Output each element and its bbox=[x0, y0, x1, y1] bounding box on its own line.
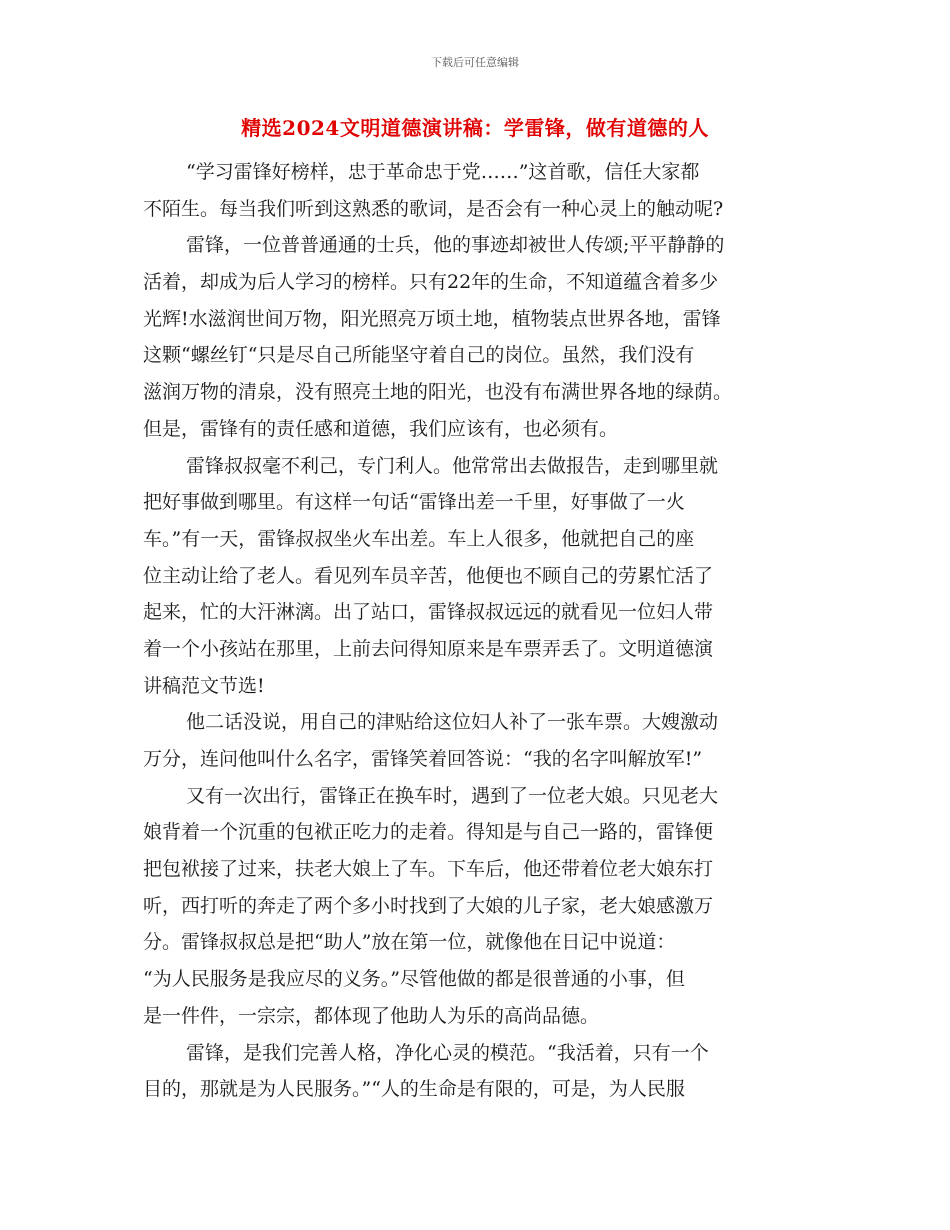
text-line: 着一个小孩站在那里，上前去问得知原来是车票弄丢了。文明道德演 bbox=[143, 637, 714, 660]
document-title: 精选2024文明道德演讲稿：学雷锋，做有道德的人 bbox=[241, 116, 709, 140]
text-line: 但是，雷锋有的责任感和道德，我们应该有，也必须有。 bbox=[143, 417, 619, 440]
text-line: “为人民服务是我应尽的义务。”尽管他做的都是很普通的小事，但 bbox=[143, 968, 685, 991]
text-line: 目的，那就是为人民服务。”“人的生命是有限的，可是，为人民服 bbox=[143, 1078, 685, 1101]
text-line: 起来，忙的大汗淋漓。出了站口，雷锋叔叔远远的就看见一位妇人带 bbox=[143, 601, 714, 624]
text-line: 万分，连问他叫什么名字，雷锋笑着回答说：“我的名字叫解放军!” bbox=[143, 748, 703, 770]
text-line: 车。”有一天，雷锋叔叔坐火车出差。车上人很多，他就把自己的座 bbox=[143, 527, 695, 550]
text-line: 听，西打听的奔走了两个多小时找到了大娘的儿子家，老大娘感激万 bbox=[143, 894, 714, 917]
text-line: 把包袱接了过来，扶老大娘上了车。下车后，他还带着位老大娘东打 bbox=[143, 858, 714, 881]
text-line: 把好事做到哪里。有这样一句话“雷锋出差一千里，好事做了一火 bbox=[143, 491, 685, 514]
text-line: 娘背着一个沉重的包袱正吃力的走着。得知是与自己一路的，雷锋便 bbox=[143, 821, 714, 844]
text-line: 又有一次出行，雷锋正在换车时，遇到了一位老大娘。只见老大 bbox=[186, 784, 719, 807]
text-line: 讲稿范文节选! bbox=[143, 674, 265, 697]
page-header-note: 下载后可任意编辑 bbox=[431, 56, 519, 69]
text-line: 活着，却成为后人学习的榜样。只有22年的生命，不知道蕴含着多少 bbox=[143, 271, 719, 294]
text-line: 这颗“螺丝钉“只是尽自己所能坚守着自己的岗位。虽然，我们没有 bbox=[143, 344, 695, 367]
text-line: 不陌生。每当我们听到这熟悉的歌词，是否会有一种心灵上的触动呢? bbox=[143, 197, 724, 220]
text-line: 分。雷锋叔叔总是把“助人”放在第一位，就像他在日记中说道： bbox=[143, 931, 676, 954]
text-line: 雷锋，一位普普通通的士兵，他的事迹却被世人传颂;平平静静的 bbox=[186, 234, 725, 257]
text-line: 位主动让给了老人。看见列车员辛苦，他便也不顾自己的劳累忙活了 bbox=[143, 564, 714, 587]
document-body bbox=[143, 154, 803, 1108]
text-line: 是一件件，一宗宗，都体现了他助人为乐的高尚品德。 bbox=[143, 1004, 600, 1027]
text-line: 雷锋，是我们完善人格，净化心灵的模范。“我活着，只有一个 bbox=[186, 1041, 709, 1064]
text-line: 他二话没说，用自己的津贴给这位妇人补了一张车票。大嫂激动 bbox=[186, 711, 719, 734]
text-line: “学习雷锋好榜样，忠于革命忠于党……”这首歌，信任大家都 bbox=[186, 161, 700, 183]
text-line: 雷锋叔叔毫不利己，专门利人。他常常出去做报告，走到哪里就 bbox=[186, 454, 719, 477]
text-line: 滋润万物的清泉，没有照亮土地的阳光，也没有布满世界各地的绿荫。 bbox=[143, 381, 733, 404]
text-line: 光辉!水滋润世间万物，阳光照亮万顷土地，植物装点世界各地，雷锋 bbox=[143, 307, 721, 330]
